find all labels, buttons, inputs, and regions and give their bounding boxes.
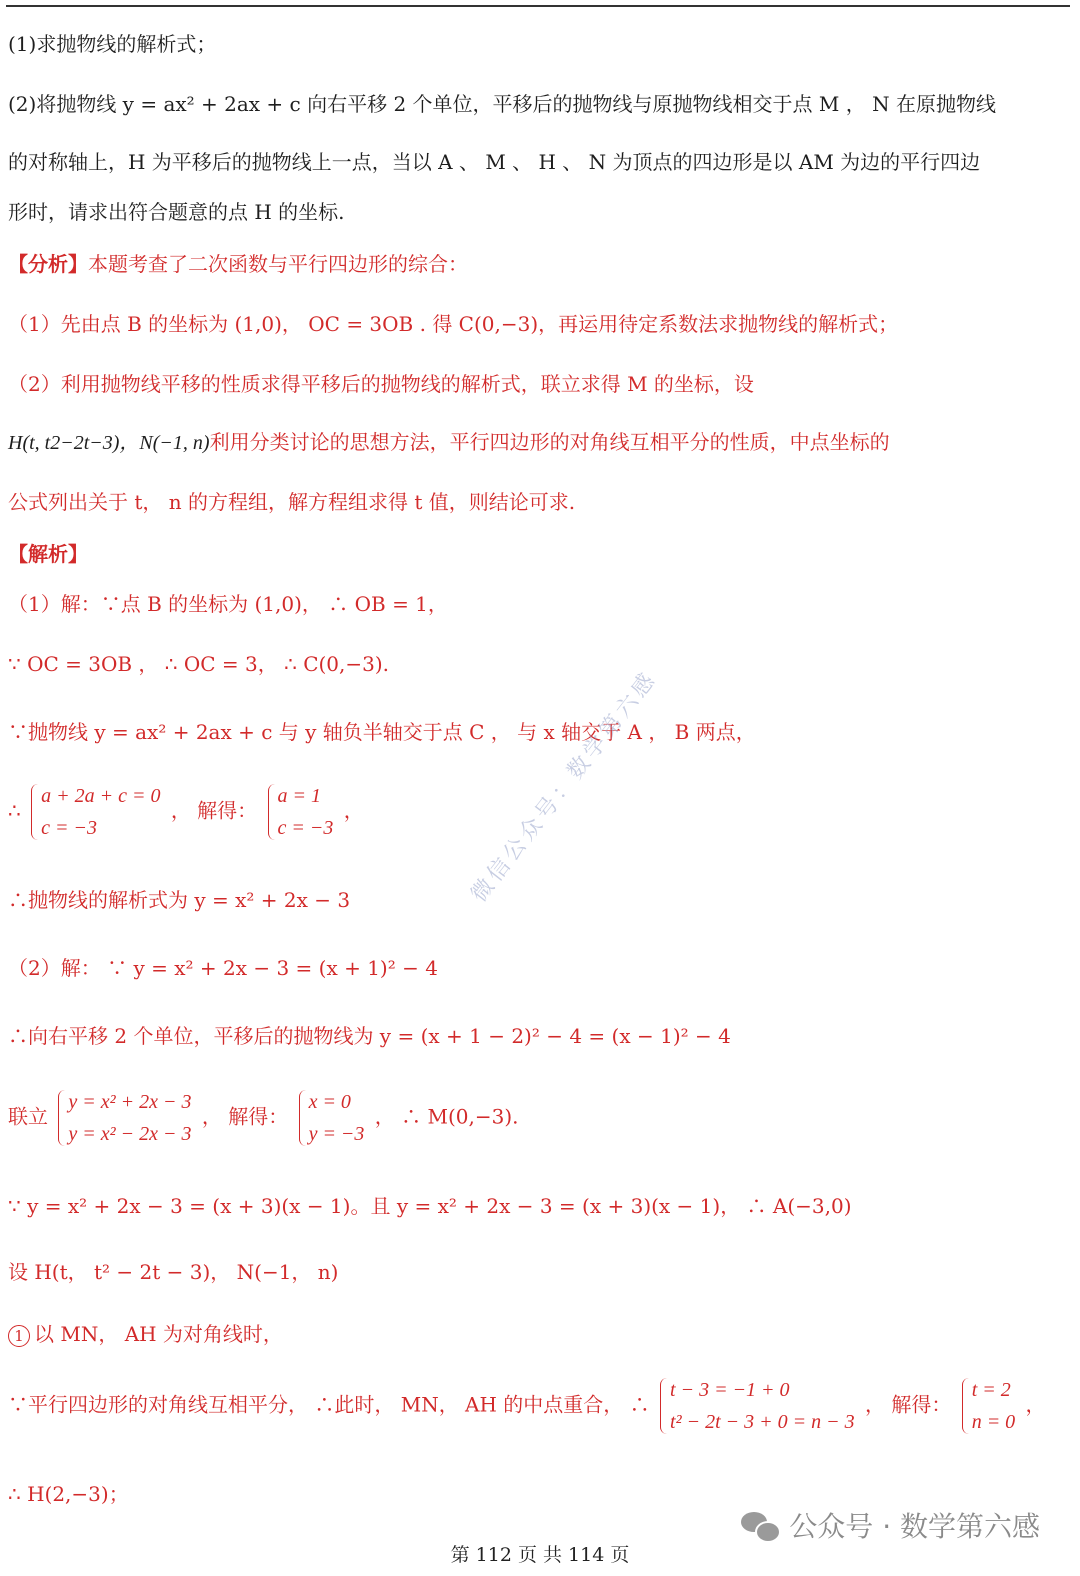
equation: c = −3 xyxy=(277,817,334,839)
solution-step-6: （2）解： ∵ y = x² + 2x − 3 = (x + 1)² − 4 xyxy=(8,956,438,980)
solution-step-9: ∵ y = x² + 2x − 3 = (x + 3)(x − 1)。且 y = x² + 2x − 3 = (x + 3)(x − 1)， ∴ A(−3,0) xyxy=(8,1194,852,1218)
step-4-mid: ， 解得： xyxy=(170,798,258,823)
equation-system-6 xyxy=(962,1374,1016,1438)
analysis-part-4: 公式列出关于 t， n 的方程组，解方程组求得 t 值，则结论可求. xyxy=(8,490,576,514)
equation-system-5 xyxy=(660,1374,855,1438)
equation: a = 1 xyxy=(277,785,322,807)
solution-step-4 xyxy=(8,780,364,844)
step-8-suffix: ， ∴ M(0,−3). xyxy=(374,1104,519,1129)
question-2-line-2: 的对称轴上，H 为平移后的抛物线上一点，当以 A 、 M 、 H 、 N 为顶点的四边形是以 AM 为边的平行四边 xyxy=(8,150,981,174)
analysis-heading: 【分析】 xyxy=(8,252,88,276)
equation-system-4 xyxy=(299,1086,365,1150)
wechat-icon xyxy=(741,1510,781,1540)
solution-step-11 xyxy=(8,1320,283,1348)
equation: n = 0 xyxy=(971,1411,1016,1433)
equation: t² − 2t − 3 + 0 = n − 3 xyxy=(670,1411,855,1433)
solution-step-3: ∵抛物线 y = ax² + 2ax + c 与 y 轴负半轴交于点 C ， 与 x 轴交于 A ， B 两点， xyxy=(8,720,756,744)
equation: t = 2 xyxy=(971,1379,1011,1401)
equation-system-3 xyxy=(58,1086,191,1150)
analysis-heading-line xyxy=(8,250,468,278)
equation: x = 0 xyxy=(308,1091,351,1113)
analysis-intro: 本题考查了二次函数与平行四边形的综合： xyxy=(88,252,468,276)
solution-step-1: （1）解：∵点 B 的坐标为 (1,0)， ∴ OB = 1， xyxy=(8,592,448,616)
step-4-prefix: ∴ xyxy=(8,798,21,823)
top-rule xyxy=(6,5,1070,7)
step-8-prefix: 联立 xyxy=(8,1104,48,1129)
solution-step-8 xyxy=(8,1086,519,1150)
step-8-mid: ， 解得： xyxy=(201,1104,289,1129)
solution-heading: 【解析】 xyxy=(8,542,88,566)
question-2-line-3: 形时，请求出符合题意的点 H 的坐标. xyxy=(8,200,345,224)
equation: t − 3 = −1 + 0 xyxy=(670,1379,790,1401)
solution-step-5: ∴抛物线的解析式为 y = x² + 2x − 3 xyxy=(8,888,351,912)
question-2-line-1: (2)将抛物线 y = ax² + 2ax + c 向右平移 2 个单位，平移后的抛物线与原抛物线相交于点 M ， N 在原抛物线 xyxy=(8,92,996,116)
equation: y = −3 xyxy=(308,1123,365,1145)
step-12-mid: ， 解得： xyxy=(864,1392,952,1417)
footer-brand xyxy=(741,1505,1040,1545)
solution-step-7: ∴向右平移 2 个单位，平移后的抛物线为 y = (x + 1 − 2)² − 4 = (x − 1)² − 4 xyxy=(8,1024,731,1048)
equation: y = x² − 2x − 3 xyxy=(68,1123,192,1145)
analysis-part-2: （2）利用抛物线平移的性质求得平移后的抛物线的解析式，联立求得 M 的坐标，设 xyxy=(8,372,754,396)
solution-step-2: ∵ OC = 3OB ， ∴ OC = 3， ∴ C(0,−3). xyxy=(8,652,390,676)
analysis-part-1: （1）先由点 B 的坐标为 (1,0)， OC = 3OB . 得 C(0,−3)，再运用待定系数法求抛物线的解析式； xyxy=(8,312,899,336)
equation: c = −3 xyxy=(41,817,97,839)
solution-step-10: 设 H(t， t² − 2t − 3)， N(−1， n) xyxy=(8,1260,339,1284)
page-number: 第 112 页 共 114 页 xyxy=(450,1544,630,1566)
equation-system-1 xyxy=(31,780,160,844)
step-11-text: 以 MN， AH 为对角线时， xyxy=(34,1322,283,1346)
step-12-prefix: ∵平行四边形的对角线互相平分， ∴此时， MN， AH 的中点重合， ∴ xyxy=(8,1392,650,1417)
footer-brand-text: 公众号 · 数学第六感 xyxy=(789,1510,1040,1543)
question-1: (1)求抛物线的解析式； xyxy=(8,32,217,56)
analysis-part-3-text: 利用分类讨论的思想方法，平行四边形的对角线互相平分的性质，中点坐标的 xyxy=(209,430,890,454)
step-12-suffix: ， xyxy=(1025,1392,1046,1417)
analysis-part-3-math: H(t, t2−2t−3)，N(−1, n) xyxy=(8,432,210,454)
diagonal-watermark: 微信公众号：数学第六感 xyxy=(466,666,663,908)
equation: a + 2a + c = 0 xyxy=(41,785,161,807)
solution-step-12 xyxy=(8,1374,1046,1438)
step-4-suffix: ， xyxy=(343,798,364,823)
circled-number: 1 xyxy=(8,1325,30,1347)
solution-step-13: ∴ H(2,−3)； xyxy=(8,1482,129,1506)
analysis-part-3 xyxy=(8,428,890,457)
equation: y = x² + 2x − 3 xyxy=(68,1091,192,1113)
equation-system-2 xyxy=(268,780,334,844)
